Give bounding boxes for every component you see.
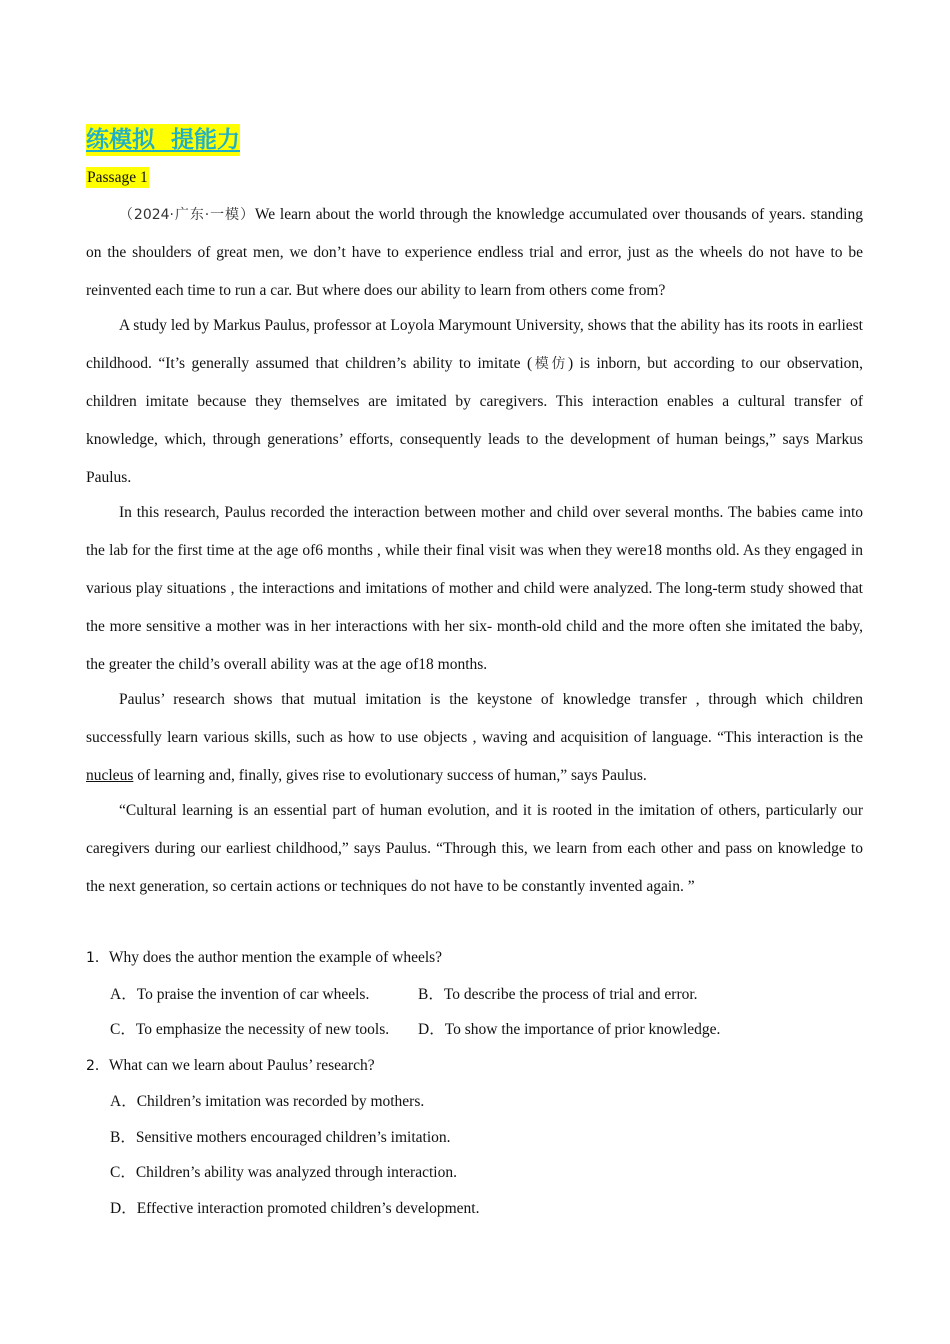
question-text: What can we learn about Paulus’ research? (108, 1056, 375, 1074)
source-tag: （2024·广东·一模） (119, 207, 255, 223)
questions-section (86, 940, 863, 1226)
paragraph-text: We learn about the world through the knowledge accumulated over thousands of years. standing on the shoulders of great men, we don’t have to experience endless trial and error, just as the wheels do not have to be reinvented each time to run a car. But where does our ability to learn from others come from? (86, 206, 863, 299)
question-1-options-row-2 (86, 1012, 863, 1048)
option-a[interactable] (110, 977, 418, 1013)
option-c[interactable] (110, 1012, 418, 1048)
option-letter: A． (110, 985, 137, 1003)
option-letter: B． (110, 1128, 136, 1146)
option-text: To emphasize the necessity of new tools. (135, 1021, 390, 1038)
passage-label: Passage 1 (87, 169, 148, 186)
paragraph-1 (86, 196, 863, 310)
question-1-stem (86, 940, 863, 977)
option-text: To show the importance of prior knowledge. (444, 1021, 721, 1038)
option-b[interactable] (418, 977, 698, 1013)
question-2-stem (86, 1048, 863, 1085)
option-letter: C． (110, 1021, 136, 1038)
option-d[interactable] (418, 1012, 720, 1048)
option-letter: A． (110, 1093, 137, 1110)
option-letter: D． (110, 1199, 137, 1217)
paragraph-text: In this research, Paulus recorded the interaction between mother and child over several months. The babies came into the lab for the first time at the age of6 months , while their final visit was when they were18 months old. As they engaged in various play situations , the interactions and imitations of mother and child were analyzed. The long-term study showed that the more sensitive a mother was in her interactions with her six- month-old child and the more often she imitated the baby, the greater the child’s overall ability was at the age of18 months. (86, 504, 863, 673)
paragraph-text-after: ) is inborn, but according to our observation, children imitate because they themselves are imitated by caregivers. This interaction enables a cultural transfer of knowledge, which, through generations’ efforts, consequently leads to the development of human beings,” says Markus Paulus. (86, 355, 864, 486)
section-title: 练模拟 提能力 (86, 124, 240, 156)
option-c[interactable] (86, 1155, 863, 1191)
option-letter: B． (418, 985, 444, 1003)
option-a[interactable] (86, 1084, 863, 1120)
option-letter: D． (418, 1021, 445, 1038)
option-text: Sensitive mothers encouraged children’s imitation. (135, 1128, 451, 1146)
paragraph-3 (86, 494, 863, 684)
passage-body (86, 196, 863, 903)
option-d[interactable] (86, 1191, 863, 1227)
paragraph-text: “Cultural learning is an essential part of human evolution, and it is rooted in the imitation of others, particularly our caregivers during our earliest childhood,” says Paulus. “Through this, we learn from each other and pass on knowledge to the next generation, so certain actions or techniques do not have to be constantly invented again. ” (86, 802, 863, 895)
paragraph-5 (86, 792, 863, 906)
option-text: To describe the process of trial and error. (443, 985, 698, 1003)
question-number: 2． (86, 1057, 109, 1074)
option-letter: C． (110, 1164, 136, 1181)
option-text: Children’s imitation was recorded by mothers. (136, 1093, 425, 1110)
option-text: Effective interaction promoted children’s development. (136, 1199, 480, 1217)
paragraph-text-after: of learning and, finally, gives rise to evolutionary success of human,” says Paulus. (133, 767, 647, 784)
paragraph-text-before: A study led by Markus Paulus, professor at Loyola Marymount University, shows that the ability has its roots in earliest childhood. “It’s generally assumed that children’s ability to imitate ( (86, 317, 863, 372)
paragraph-2 (86, 307, 863, 497)
question-text: Why does the author mention the example of wheels? (108, 949, 443, 966)
paragraph-text-before: Paulus’ research shows that mutual imitation is the keystone of knowledge transfer , through which children successfully learn various skills, such as how to use objects , waving and acquisition of language. “This interaction is the (86, 691, 863, 746)
option-text: Children’s ability was analyzed through interaction. (135, 1164, 457, 1181)
option-text: To praise the invention of car wheels. (136, 985, 370, 1003)
question-number: 1． (86, 950, 109, 966)
underlined-word: nucleus (86, 767, 134, 784)
option-b[interactable] (86, 1120, 863, 1156)
paragraph-4 (86, 681, 863, 795)
chinese-gloss: 模仿 (532, 356, 568, 372)
question-1-options-row-1 (86, 977, 863, 1013)
